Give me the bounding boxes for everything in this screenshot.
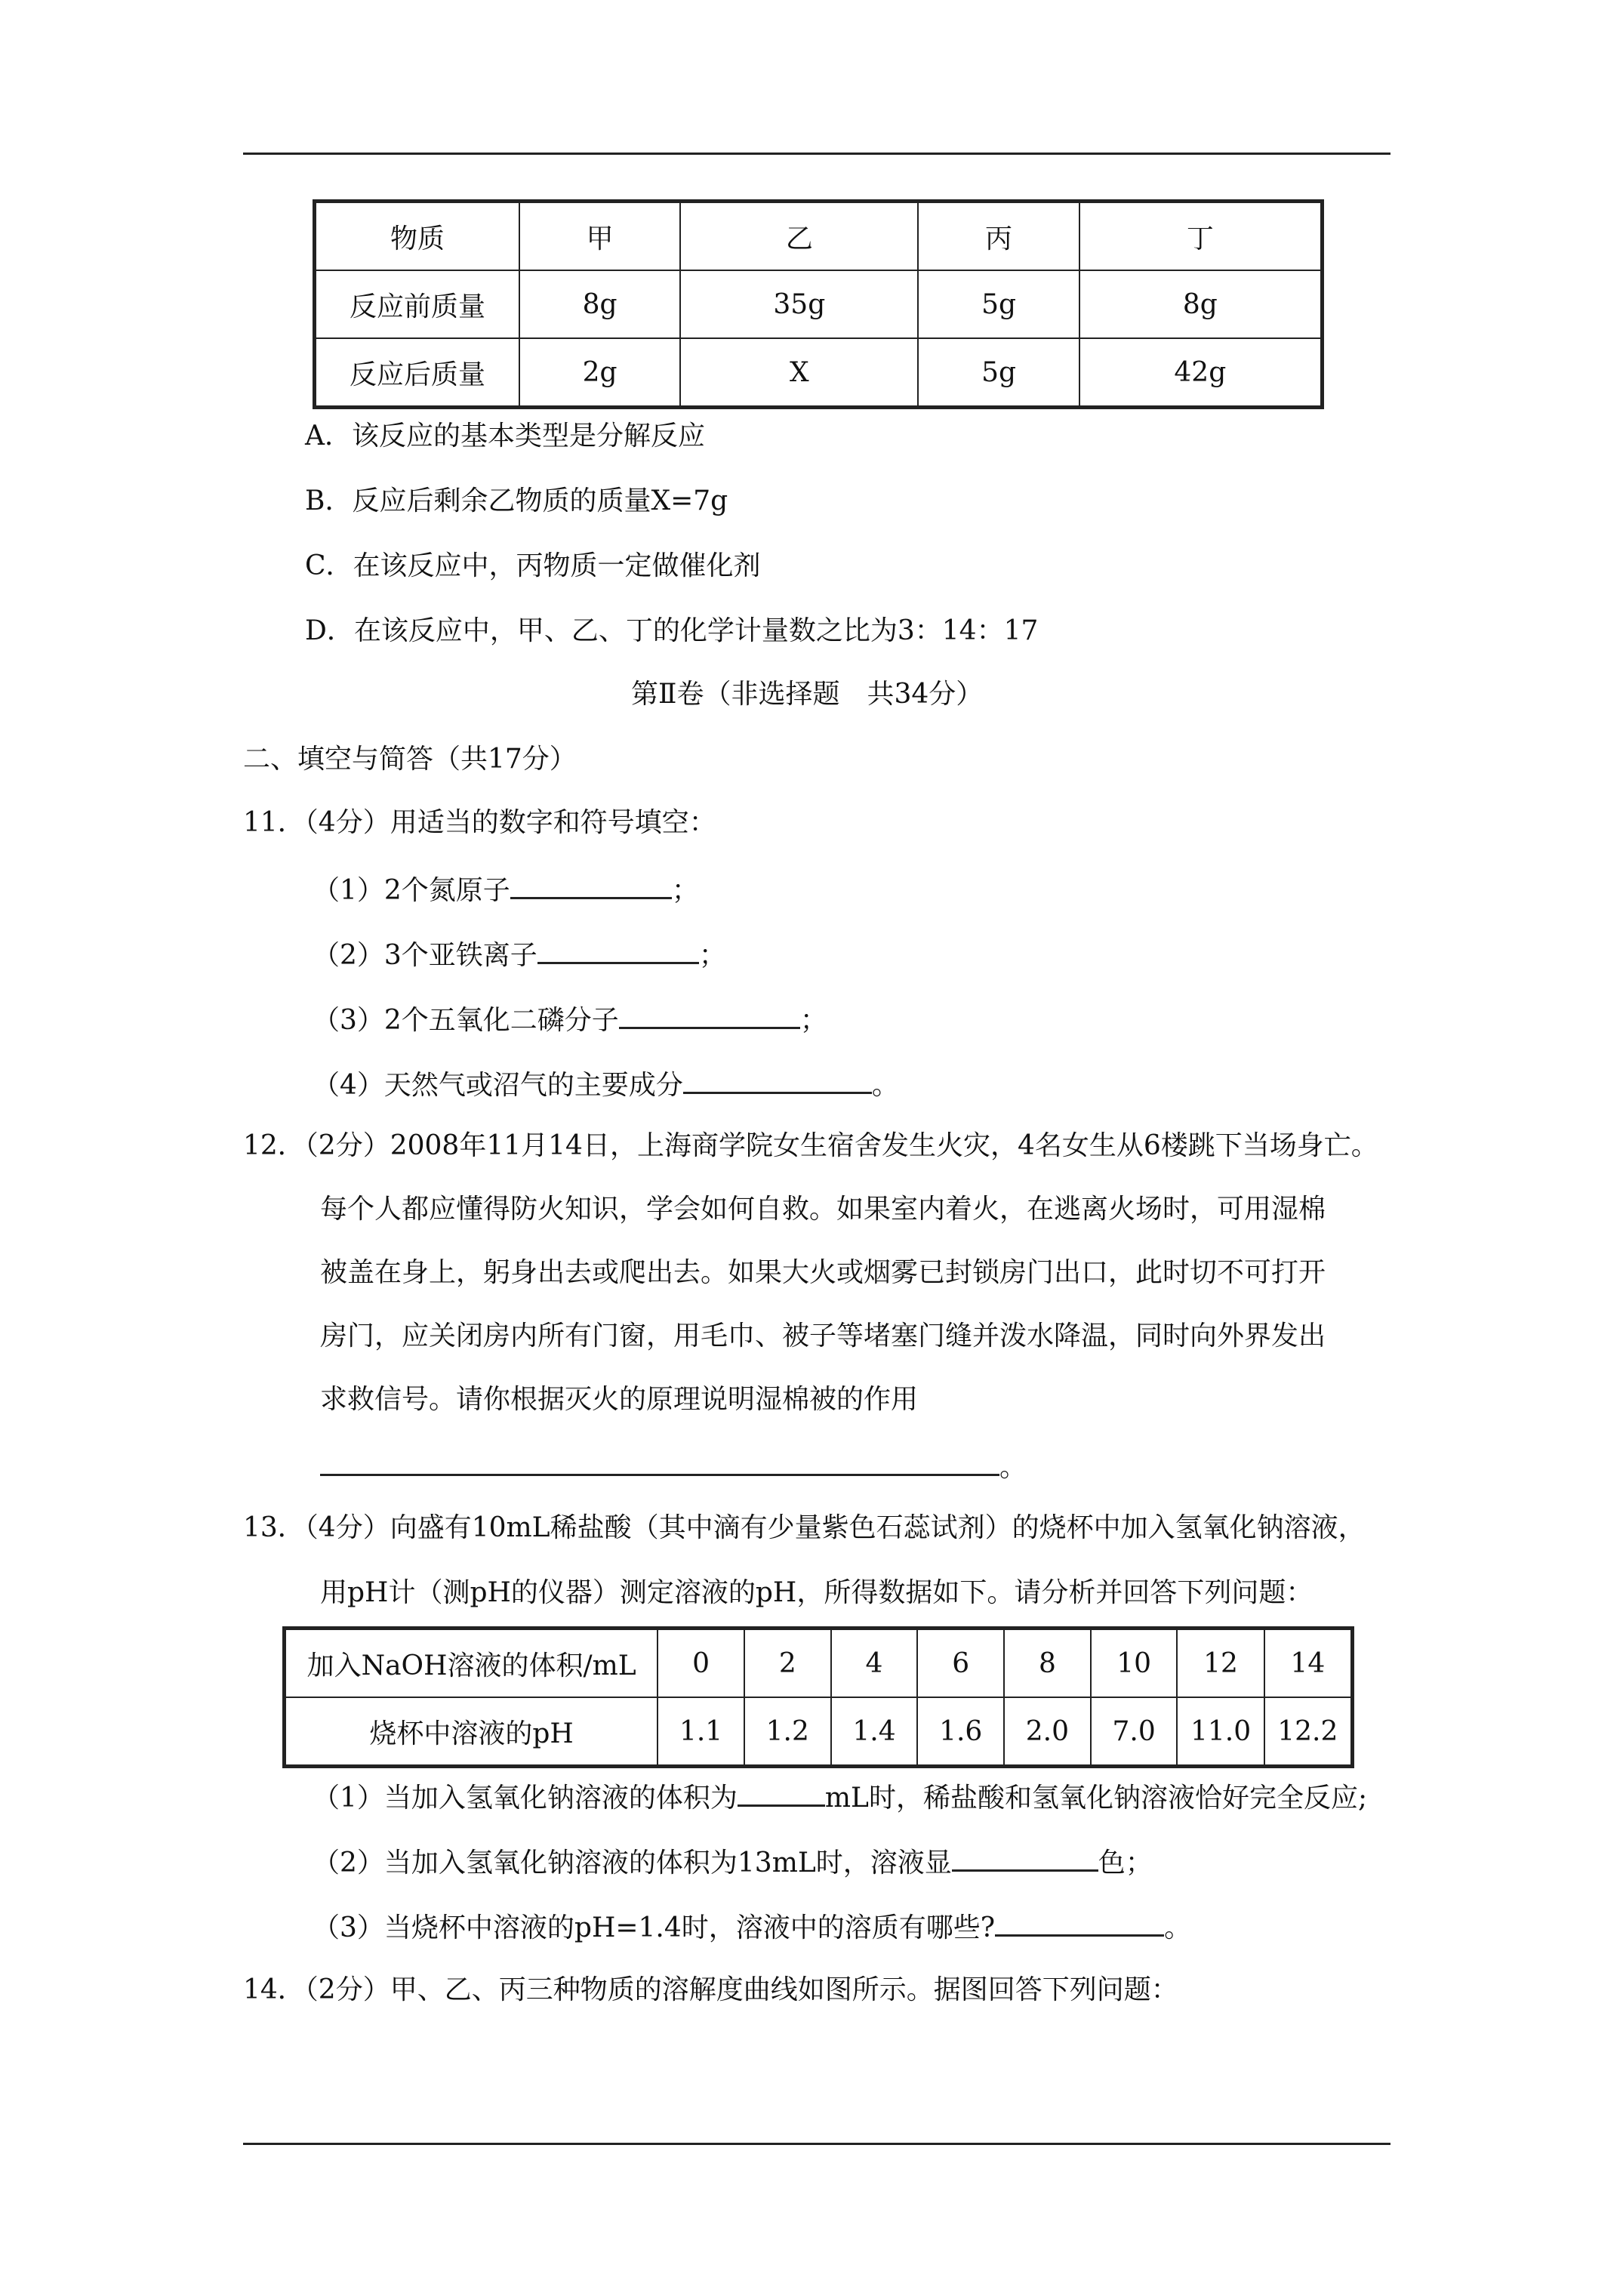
q11-item-label: （4）天然气或沼气的主要成分 [313, 1070, 683, 1101]
table-cell: 0 [658, 1629, 744, 1698]
table-cell: 1.2 [744, 1697, 831, 1767]
q12-answer-line [320, 1448, 1027, 1484]
table-cell: 1.6 [917, 1697, 1004, 1767]
section-title: 第Ⅱ卷（非选择题 共34分） [631, 679, 984, 710]
answer-blank[interactable] [537, 936, 699, 964]
table-cell: 8 [1004, 1629, 1091, 1698]
q14-stem: 14．（2分）甲、乙、丙三种物质的溶解度曲线如图所示。据图回答下列问题： [243, 1974, 1178, 2005]
table-cell: 12.2 [1264, 1697, 1353, 1767]
option-a: A．该反应的基本类型是分解反应 [305, 421, 705, 451]
q13-sub-text: 色； [1098, 1848, 1153, 1878]
table-cell: 丙 [918, 202, 1079, 271]
table-cell: 乙 [680, 202, 918, 271]
table-cell: 4 [831, 1629, 918, 1698]
answer-blank[interactable] [952, 1844, 1098, 1872]
table-cell: 甲 [519, 202, 680, 271]
table-row [285, 1629, 1353, 1698]
q11-item-label: （1）2个氮原子 [313, 875, 510, 906]
table-cell: 7.0 [1091, 1697, 1178, 1767]
q11-item-end: ； [698, 940, 726, 971]
q11-item-end: 。 [871, 1070, 899, 1101]
table-cell: 1.1 [658, 1697, 744, 1767]
q12-answer-end: 。 [999, 1452, 1027, 1483]
answer-blank[interactable] [683, 1066, 872, 1094]
q12-line-1: 12．（2分）2008年11月14日，上海商学院女生宿舍发生火灾，4名女生从6楼跳下当场身亡。 [243, 1130, 1378, 1161]
table-cell: 1.4 [831, 1697, 918, 1767]
table-cell: 反应后质量 [315, 338, 520, 408]
table-cell: 42g [1079, 338, 1323, 408]
q13-sub-text: （2）当加入氢氧化钠溶液的体积为13mL时，溶液显 [313, 1848, 952, 1878]
table-row [315, 270, 1323, 338]
option-d: D．在该反应中，甲、乙、丁的化学计量数之比为3：14：17 [305, 615, 1039, 646]
q11-item-end: ； [799, 1005, 827, 1036]
table-cell: 8g [519, 270, 680, 338]
q11-item-2 [313, 936, 726, 972]
header-rule [243, 153, 1390, 155]
table-cell: X [680, 338, 918, 408]
q13-sub-text: （3）当烧杯中溶液的pH=1.4时，溶液中的溶质有哪些? [313, 1912, 996, 1943]
table-row [315, 338, 1323, 408]
table-cell: 丁 [1079, 202, 1323, 271]
part-title: 二、填空与简答（共17分） [243, 744, 577, 775]
q13-line-1: 13．（4分）向盛有10mL稀盐酸（其中滴有少量紫色石蕊试剂）的烧杯中加入氢氧化钠溶液， [243, 1512, 1366, 1543]
footer-rule [243, 2143, 1390, 2145]
q11-item-4 [313, 1066, 899, 1102]
table-row [315, 202, 1323, 271]
q13-sub-text: （1）当加入氢氧化钠溶液的体积为 [313, 1783, 738, 1814]
q13-sub-text: 。 [1164, 1912, 1192, 1943]
q11-item-end: ； [671, 875, 699, 906]
answer-blank[interactable] [510, 871, 672, 899]
table-cell: 12 [1177, 1629, 1264, 1698]
answer-blank[interactable] [619, 1001, 800, 1029]
q11-item-label: （2）3个亚铁离子 [313, 940, 537, 971]
table-cell: 35g [680, 270, 918, 338]
table-row [285, 1697, 1353, 1767]
table-cell: 2.0 [1004, 1697, 1091, 1767]
table-cell: 8g [1079, 270, 1323, 338]
q12-line-2: 每个人都应懂得防火知识，学会如何自救。如果室内着火，在逃离火场时，可用湿棉 [320, 1194, 1326, 1225]
q13-line-2: 用pH计（测pH的仪器）测定溶液的pH，所得数据如下。请分析并回答下列问题： [320, 1577, 1313, 1608]
q11-item-1 [313, 871, 699, 908]
table-cell: 6 [917, 1629, 1004, 1698]
option-c: C．在该反应中，丙物质一定做催化剂 [305, 550, 761, 581]
table-cell: 物质 [315, 202, 520, 271]
table-cell: 加入NaOH溶液的体积/mL [285, 1629, 658, 1698]
q12-line-3: 被盖在身上，躬身出去或爬出去。如果大火或烟雾已封锁房门出口，此时切不可打开 [320, 1257, 1326, 1288]
q11-item-3 [313, 1001, 827, 1037]
table-cell: 5g [918, 270, 1079, 338]
ph-table [282, 1626, 1354, 1768]
q11-stem: 11．（4分）用适当的数字和符号填空： [243, 807, 716, 838]
table-cell: 14 [1264, 1629, 1353, 1698]
answer-blank[interactable] [320, 1448, 999, 1476]
q13-sub-1 [313, 1779, 1367, 1815]
table-cell: 反应前质量 [315, 270, 520, 338]
table-cell: 2 [744, 1629, 831, 1698]
option-b: B．反应后剩余乙物质的质量X=7g [305, 485, 728, 516]
table-cell: 11.0 [1177, 1697, 1264, 1767]
table-cell: 10 [1091, 1629, 1178, 1698]
mass-table [313, 199, 1324, 409]
q11-item-label: （3）2个五氧化二磷分子 [313, 1005, 619, 1036]
q12-line-5: 求救信号。请你根据灭火的原理说明湿棉被的作用 [320, 1384, 919, 1415]
q12-line-4: 房门，应关闭房内所有门窗，用毛巾、被子等堵塞门缝并泼水降温，同时向外界发出 [320, 1321, 1326, 1351]
table-cell: 2g [519, 338, 680, 408]
q13-sub-2 [313, 1844, 1153, 1880]
answer-blank[interactable] [738, 1779, 825, 1807]
q13-sub-text: mL时，稀盐酸和氢氧化钠溶液恰好完全反应; [824, 1783, 1368, 1814]
q13-sub-3 [313, 1909, 1191, 1945]
answer-blank[interactable] [995, 1909, 1164, 1937]
table-cell: 5g [918, 338, 1079, 408]
table-cell: 烧杯中溶液的pH [285, 1697, 658, 1767]
